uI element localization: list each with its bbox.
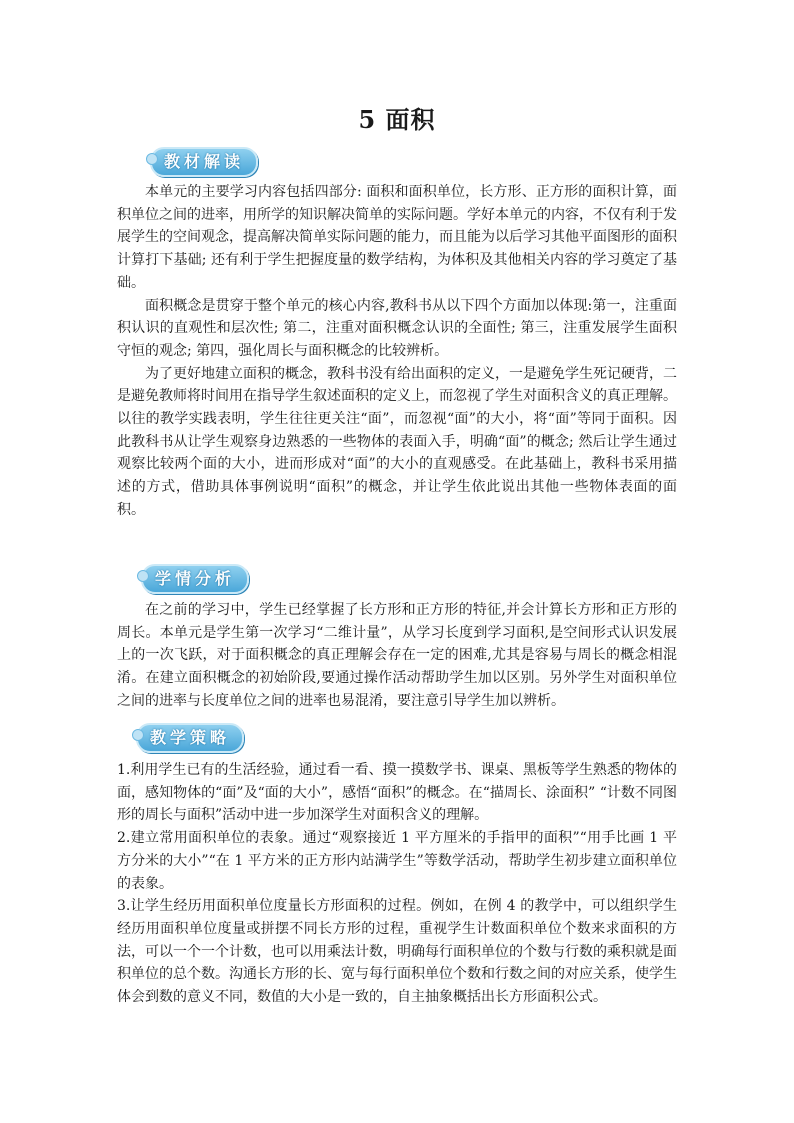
section-heading: 教学策略 — [136, 723, 244, 753]
page-title: 5 面积 — [358, 105, 436, 134]
paragraph: 面积概念是贯穿于整个单元的核心内容,教科书从以下四个方面加以体现:第一，注重面积认识的直观性和层次性; 第二，注重对面积概念认识的全面性; 第三，注重发展学生面积守恒的观念; 第四，强化周长与面积概念的比较辨析。 — [117, 297, 677, 359]
section-body-jiaocai — [117, 181, 677, 522]
section-body-celue — [117, 759, 677, 1009]
section-badge-jiaocai — [150, 147, 258, 177]
section-badge-xueqing — [141, 564, 249, 594]
section-body-xueqing — [117, 599, 677, 713]
paragraph: 本单元的主要学习内容包括四部分: 面积和面积单位，长方形、正方形的面积计算，面积单位之间的进率，用所学的知识解决简单的实际问题。学好本单元的内容，不仅有利于发展学生的空间观念，提高解决简单实际问题的能力，而且能为以后学习其他平面图形的面积计算打下基础; 还有利于学生把握度量的数学结构，为体积及其他相关内容的学习奠定了基础。 — [117, 184, 677, 291]
section-heading: 学情分析 — [141, 564, 249, 594]
list-item: 1.利用学生已有的生活经验，通过看一看、摸一摸数学书、课桌、黑板等学生熟悉的物体的面，感知物体的“面”及“面的大小”，感悟“面积”的概念。在“描周长、涂面积” “计数不同图形的周长与面积”活动中进一步加深学生对面积含义的理解。 — [117, 762, 677, 824]
paragraph: 为了更好地建立面积的概念，教科书没有给出面积的定义，一是避免学生死记硬背，二是避免教师将时间用在指导学生叙述面积的定义上，而忽视了学生对面积含义的真正理解。以往的教学实践表明，学生往往更关注“面”，而忽视“面”的大小，将“面”等同于面积。因此教科书从让学生观察身边熟悉的一些物体的表面入手，明确“面”的概念; 然后让学生通过观察比较两个面的大小，进而形成对“面”的大小的直观感受。在此基础上，教科书采用描述的方式，借助具体事例说明“面积”的概念，并让学生依此说出其他一些物体表面的面积。 — [117, 365, 677, 518]
section-heading: 教材解读 — [150, 147, 258, 177]
list-item: 2.建立常用面积单位的表象。通过“观察接近 1 平方厘米的手指甲的面积”“用手比画 1 平方分米的大小”“在 1 平方米的正方形内站满学生”等数学活动，帮助学生初步建立面积单位的表象。 — [117, 830, 677, 892]
list-item: 3.让学生经历用面积单位度量长方形面积的过程。例如，在例 4 的教学中，可以组织学生经历用面积单位度量或拼摆不同长方形的过程，重视学生计数面积单位个数来求面积的方法，可以一个一个计数，也可以用乘法计数，明确每行面积单位的个数与行数的乘积就是面积单位的总个数。沟通长方形的长、宽与每行面积单位个数和行数之间的对应关系，使学生体会到数的意义不同，数值的大小是一致的，自主抽象概括出长方形面积公式。 — [117, 898, 677, 1006]
paragraph: 在之前的学习中，学生已经掌握了长方形和正方形的特征,并会计算长方形和正方形的周长。本单元是学生第一次学习“二维计量”，从学习长度到学习面积,是空间形式认识发展上的一次飞跃，对于面积概念的真正理解会存在一定的困难,尤其是容易与周长的概念相混淆。在建立面积概念的初始阶段,要通过操作活动帮助学生加以区别。另外学生对面积单位之间的进率与长度单位之间的进率也易混淆，要注意引导学生加以辨析。 — [117, 602, 677, 709]
section-badge-celue — [136, 723, 244, 753]
